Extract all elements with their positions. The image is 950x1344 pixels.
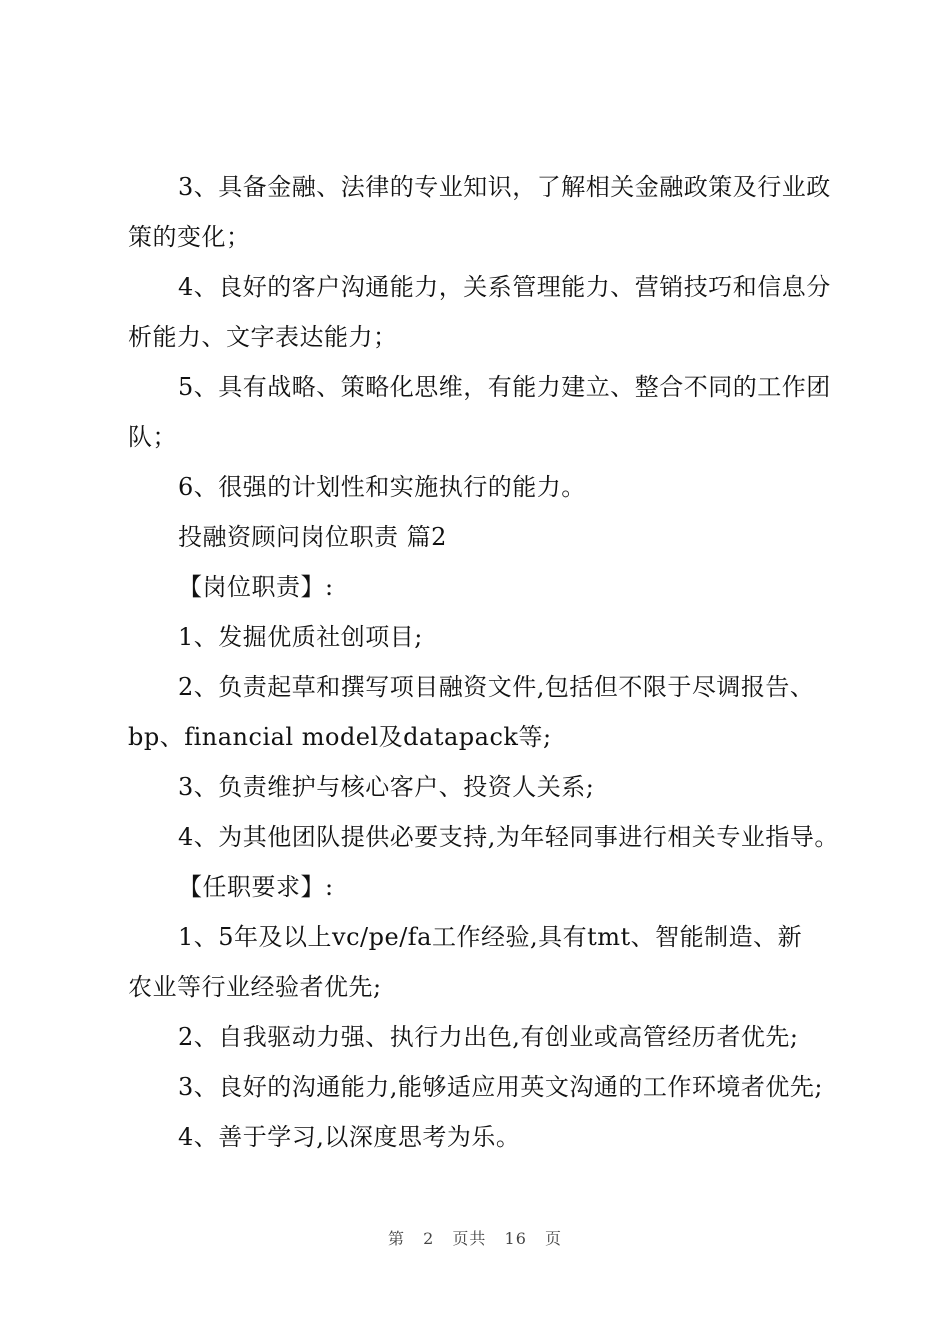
paragraph-line: 3、良好的沟通能力,能够适应用英文沟通的工作环境者优先; xyxy=(178,1073,823,1101)
subsection-heading: 【任职要求】: xyxy=(178,873,334,901)
paragraph-line: 3、具备金融、法律的专业知识，了解相关金融政策及行业政 xyxy=(178,173,831,201)
footer-page-number: 2 xyxy=(423,1229,435,1248)
paragraph-line: bp、financial model及datapack等; xyxy=(128,723,552,751)
paragraph-line: 队； xyxy=(128,423,177,451)
section-heading: 投融资顾问岗位职责 篇2 xyxy=(178,523,447,551)
paragraph-line: 2、负责起草和撰写项目融资文件,包括但不限于尽调报告、 xyxy=(178,673,815,701)
paragraph-line: 1、5年及以上vc/pe/fa工作经验,具有tmt、智能制造、新 xyxy=(178,923,803,951)
footer-total-pages: 16 xyxy=(504,1229,527,1248)
paragraph-line: 3、负责维护与核心客户、投资人关系; xyxy=(178,773,595,801)
paragraph-line: 4、良好的客户沟通能力，关系管理能力、营销技巧和信息分 xyxy=(178,273,831,301)
paragraph-line: 2、自我驱动力强、执行力出色,有创业或高管经历者优先; xyxy=(178,1023,799,1051)
paragraph-line: 4、善于学习,以深度思考为乐。 xyxy=(178,1123,521,1151)
footer-ye: 页 xyxy=(544,1229,562,1248)
paragraph-line: 4、为其他团队提供必要支持,为年轻同事进行相关专业指导。 xyxy=(178,823,839,851)
footer-di: 第 xyxy=(388,1229,406,1248)
paragraph-line: 策的变化； xyxy=(128,223,251,251)
footer-ye-gong: 页共 xyxy=(452,1229,487,1248)
paragraph-line: 农业等行业经验者优先; xyxy=(128,973,382,1001)
page-footer xyxy=(0,1226,950,1249)
paragraph-line: 1、发掘优质社创项目; xyxy=(178,623,423,651)
paragraph-line: 6、很强的计划性和实施执行的能力。 xyxy=(178,473,586,501)
paragraph-line: 析能力、文字表达能力； xyxy=(128,323,398,351)
subsection-heading: 【岗位职责】: xyxy=(178,573,334,601)
paragraph-line: 5、具有战略、策略化思维，有能力建立、整合不同的工作团 xyxy=(178,373,831,401)
